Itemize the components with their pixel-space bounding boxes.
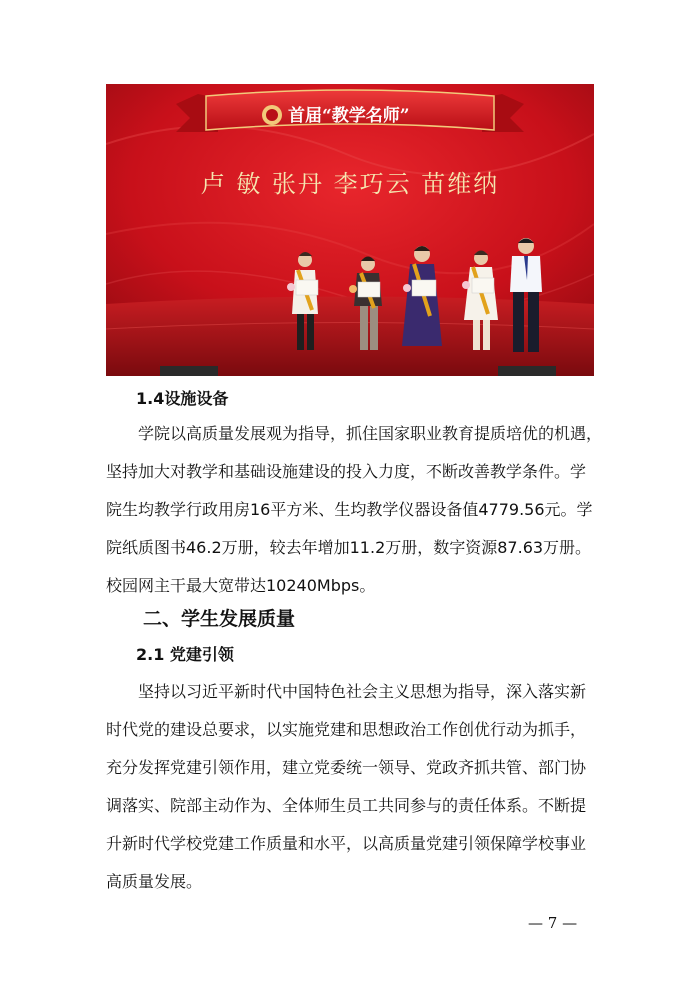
paragraph-facilities xyxy=(106,415,603,605)
paragraph-line: 充分发挥党建引领作用，建立党委统一领导、党政齐抓共管、部门协 xyxy=(106,758,587,777)
section-heading-1-4: 1.4设施设备 xyxy=(136,389,229,408)
ceremony-scene xyxy=(106,84,594,376)
paragraph-line: 时代党的建设总要求，以实施党建和思想政治工作创优行动为抓手， xyxy=(106,720,587,739)
paragraph-line: 升新时代学校党建工作质量和水平，以高质量党建引领保障学校事业 xyxy=(106,834,587,853)
paragraph-line: 院生均教学行政用房16平方米、生均教学仪器设备值4779.56元。学 xyxy=(106,500,593,519)
section-heading-2: 二、学生发展质量 xyxy=(143,608,296,630)
paragraph-line: 调落实、院部主动作为、全体师生员工共同参与的责任体系。不断提 xyxy=(106,796,587,815)
section-heading-2-1: 2.1 党建引领 xyxy=(136,645,234,664)
stage-monitor-left xyxy=(160,366,218,376)
award-ceremony-photo xyxy=(106,84,594,376)
paragraph-party-building xyxy=(106,673,596,901)
stage-monitor-right xyxy=(498,366,556,376)
paragraph-line: 院纸质图书46.2万册，较去年增加11.2万册，数字资源87.63万册。 xyxy=(106,538,592,557)
paragraph-line: 坚持加大对教学和基础设施建设的投入力度，不断改善教学条件。学 xyxy=(106,462,587,481)
ribbon-banner xyxy=(176,90,524,132)
banner-title: 首届“教学名师” xyxy=(288,106,410,126)
honoree-names: 卢 敏 张丹 李巧云 苗维纳 xyxy=(200,170,500,198)
paragraph-line: 高质量发展。 xyxy=(106,872,203,891)
paragraph-line: 坚持以习近平新时代中国特色社会主义思想为指导，深入落实新 xyxy=(138,682,587,701)
page-number: — 7 — xyxy=(528,914,578,932)
paragraph-line: 校园网主干最大宽带达10240Mbps。 xyxy=(106,576,376,595)
paragraph-line: 学院以高质量发展观为指导，抓住国家职业教育提质培优的机遇， xyxy=(138,424,603,443)
